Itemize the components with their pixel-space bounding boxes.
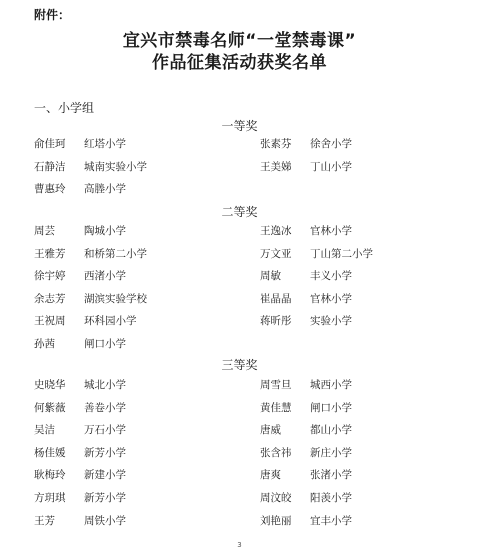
winner-name: 蒋昕彤 (260, 315, 292, 328)
award-entry (260, 400, 352, 415)
winner-school: 丁山小学 (310, 160, 352, 173)
tier-label-first: 一等奖 (221, 119, 258, 133)
winner-name: 王逸冰 (260, 225, 292, 237)
winner-school: 阳羡小学 (310, 492, 352, 504)
winner-school: 红塔小学 (84, 138, 126, 150)
award-entry (260, 268, 352, 283)
winner-school: 城南实验小学 (84, 160, 147, 173)
winner-name: 杨佳媛 (34, 446, 66, 459)
winner-school: 张渚小学 (310, 469, 352, 482)
page-number: 3 (237, 541, 242, 549)
section-title: 一、小学组 (34, 101, 95, 115)
winner-school: 城西小学 (310, 379, 352, 391)
winner-name: 徐宇婷 (34, 270, 66, 283)
winner-name: 王祝周 (34, 315, 66, 328)
award-entry (260, 313, 352, 328)
winner-school: 环科园小学 (84, 315, 137, 328)
winner-school: 宜丰小学 (310, 514, 352, 527)
winner-name: 耿梅玲 (34, 469, 66, 482)
winner-school: 新芳小学 (84, 446, 126, 459)
winner-name: 黄佳慧 (260, 401, 292, 414)
winner-school: 实验小学 (310, 315, 352, 328)
winner-name: 余志芳 (34, 292, 66, 305)
winner-name: 俞佳珂 (34, 138, 66, 150)
title-line-2: 作品征集活动获奖名单 (152, 53, 327, 73)
award-entry (260, 159, 352, 174)
award-entry (260, 513, 352, 528)
award-entry (34, 336, 126, 351)
award-entry (34, 223, 126, 238)
winner-school: 陶城小学 (84, 225, 126, 237)
winner-school: 丁山第二小学 (310, 247, 373, 260)
award-entry (34, 513, 126, 528)
winner-name: 张素芬 (260, 138, 292, 150)
winner-name: 周敏 (260, 270, 281, 283)
winner-name: 方玥琪 (34, 492, 66, 504)
award-entry (34, 159, 147, 174)
winner-school: 都山小学 (310, 424, 352, 437)
winner-school: 闸口小学 (310, 401, 352, 414)
winner-school: 周铁小学 (84, 514, 126, 527)
winner-school: 徐舍小学 (310, 138, 352, 150)
award-entry (260, 377, 352, 392)
winner-school: 官林小学 (310, 225, 352, 237)
winner-name: 唐威 (260, 424, 281, 437)
winner-name: 唐爽 (260, 469, 281, 482)
award-entry (260, 291, 352, 306)
winner-name: 崔晶晶 (260, 292, 292, 305)
winner-name: 刘艳丽 (260, 514, 292, 527)
winner-name: 何紫薇 (34, 401, 66, 414)
winner-name: 孙茜 (34, 338, 55, 350)
winner-school: 城北小学 (84, 379, 126, 391)
winner-school: 湖滨实验学校 (84, 292, 147, 305)
award-entry (260, 445, 352, 460)
winner-school: 闸口小学 (84, 338, 126, 350)
winner-school: 善卷小学 (84, 401, 126, 414)
award-entry (34, 268, 126, 283)
award-entry (260, 422, 352, 437)
award-entry (260, 467, 352, 482)
winner-name: 史晓华 (34, 379, 66, 391)
winner-school: 万石小学 (84, 424, 126, 437)
award-entry (34, 490, 126, 505)
tier-label-third: 三等奖 (221, 358, 258, 372)
award-entry (260, 136, 352, 151)
award-entry (34, 136, 126, 151)
winner-name: 张含祎 (260, 446, 292, 459)
award-entry (34, 313, 137, 328)
title-line-1: 宜兴市禁毒名师“一堂禁毒课” (122, 31, 357, 51)
winner-school: 新庄小学 (310, 446, 352, 459)
winner-name: 王雅芳 (34, 247, 66, 260)
award-entry (260, 490, 352, 505)
winner-name: 王美娣 (260, 160, 292, 173)
award-entry (260, 246, 373, 261)
winner-name: 周芸 (34, 225, 55, 237)
award-entry (34, 400, 126, 415)
winner-school: 新芳小学 (84, 492, 126, 504)
award-entry (34, 445, 126, 460)
winner-name: 周雪旦 (260, 379, 292, 391)
winner-school: 高塍小学 (84, 183, 126, 196)
award-entry (34, 377, 126, 392)
tier-label-second: 二等奖 (221, 205, 258, 219)
winner-school: 丰义小学 (310, 270, 352, 283)
winner-name: 石静洁 (34, 160, 66, 173)
award-entry (260, 223, 352, 238)
award-entry (34, 181, 126, 196)
winner-school: 西渚小学 (84, 270, 126, 283)
winner-name: 王芳 (34, 514, 55, 527)
winner-school: 新建小学 (84, 469, 126, 482)
winner-name: 万文亚 (260, 247, 292, 260)
winner-name: 曹惠玲 (34, 183, 66, 196)
award-entry (34, 422, 126, 437)
award-entry (34, 291, 147, 306)
winner-school: 和桥第二小学 (84, 247, 147, 260)
winner-school: 官林小学 (310, 292, 352, 305)
winner-name: 吴洁 (34, 424, 55, 437)
winner-name: 周汶皎 (260, 492, 292, 504)
award-entry (34, 246, 147, 261)
award-entry (34, 467, 126, 482)
attachment-label: 附件： (34, 8, 71, 22)
